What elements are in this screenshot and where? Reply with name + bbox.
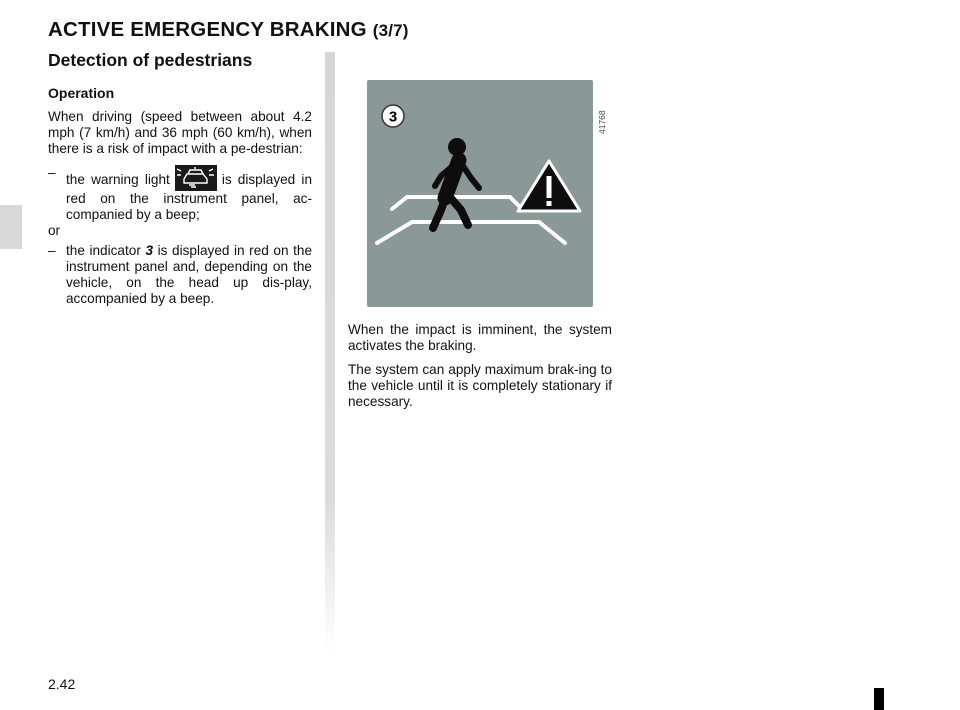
column-divider (325, 52, 335, 652)
left-column (48, 46, 312, 307)
item2-before: the indicator (66, 243, 141, 258)
right-column (348, 322, 612, 418)
pedestrian-illustration (367, 80, 593, 307)
bullet-list (48, 165, 312, 223)
side-tab (0, 205, 22, 249)
callout-number: 3 (388, 108, 398, 126)
list-item (48, 165, 312, 223)
pedestrian-figure (367, 80, 593, 307)
or-text: or (48, 223, 61, 238)
subheading: Operation (48, 85, 115, 101)
item2-after: is displayed in red on the instrument panel and, depending on the vehicle, on the head up dis-play, accompanied by a beep. (66, 243, 313, 306)
braking-paragraph: The system can apply maximum brak-ing to the vehicle until it is completely stationary if necessary. (348, 362, 612, 409)
section-heading: Detection of pedestrians (48, 50, 253, 70)
impact-paragraph: When the impact is imminent, the system activates the braking. (348, 322, 612, 353)
corner-mark (874, 688, 884, 710)
warning-triangle-icon (518, 161, 580, 211)
list-item (48, 243, 312, 307)
title-part: (3/7) (372, 21, 409, 40)
intro-paragraph: When driving (speed between about 4.2 mph (7 km/h) and 36 mph (60 km/h), when there is a risk of impact with a pe-destrian: (48, 109, 312, 156)
title-text: ACTIVE EMERGENCY BRAKING (48, 18, 367, 41)
page-title (48, 18, 409, 42)
item1-before: the warning light (66, 172, 170, 187)
figure-reference: 41768 (597, 110, 607, 134)
warning-light-icon (175, 165, 217, 191)
indicator-ref: 3 (145, 243, 154, 258)
pedestrian-icon (433, 138, 479, 228)
bullet-list (48, 243, 312, 307)
item1-after: is displayed in red on the instrument panel, ac-companied by a beep; (66, 172, 313, 222)
page-number: 2.42 (48, 676, 76, 692)
